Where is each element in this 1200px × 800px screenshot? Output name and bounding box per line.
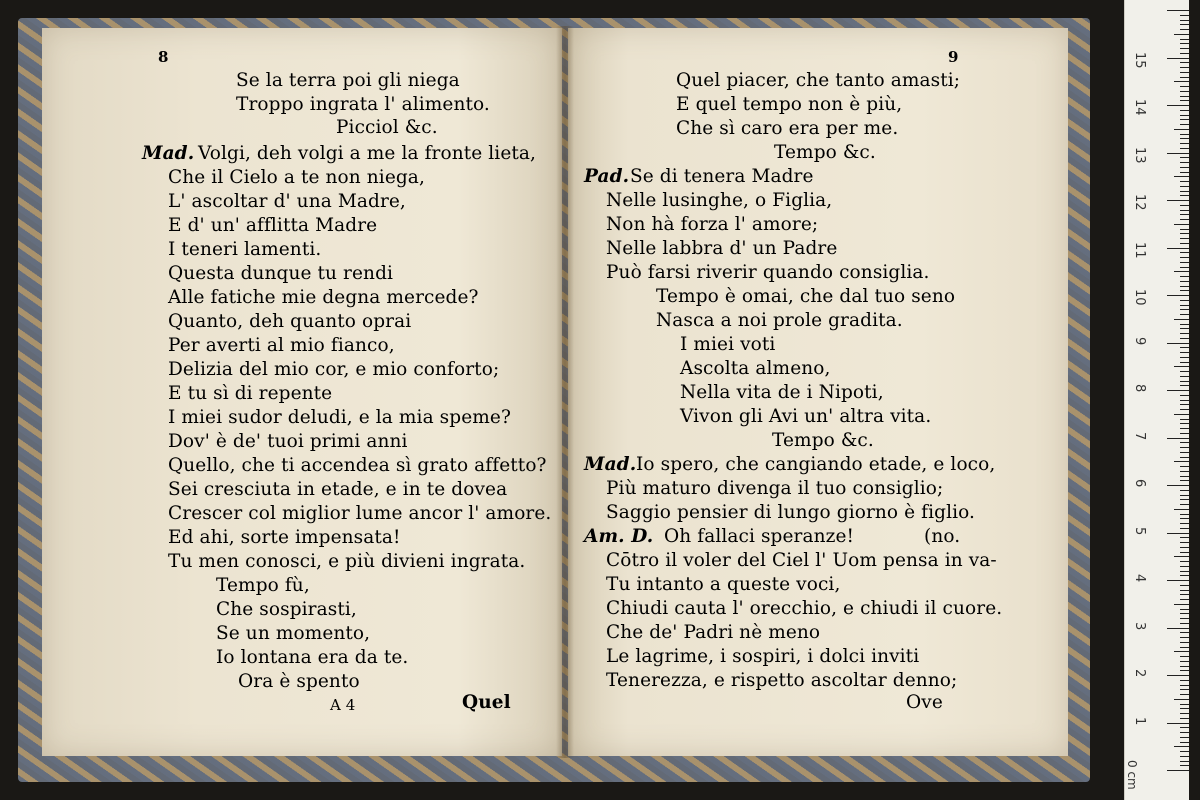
verse-line: Tu men conosci, e più divieni ingrata. — [168, 551, 526, 572]
ruler-tick — [1180, 347, 1189, 348]
ruler-tick — [1180, 229, 1189, 230]
verse-line: Che il Cielo a te non niega, — [168, 167, 425, 188]
ruler-tick — [1180, 457, 1189, 458]
ruler-tick — [1180, 599, 1189, 600]
ruler-tick — [1180, 138, 1189, 139]
verse-line: Chiudi cauta l' orecchio, e chiudi il cuore. — [606, 598, 1003, 619]
ruler-tick — [1180, 661, 1189, 662]
verse-line: Per averti al mio fianco, — [168, 335, 395, 356]
ruler-tick — [1180, 72, 1189, 73]
ruler-tick — [1180, 24, 1189, 25]
ruler-tick — [1174, 556, 1189, 557]
ruler-tick — [1180, 737, 1189, 738]
ruler-tick — [1180, 518, 1189, 519]
verse-line: Se la terra poi gli niega — [236, 70, 460, 91]
ruler-tick — [1180, 134, 1189, 135]
ruler-tick — [1180, 210, 1189, 211]
right-page-number: 9 — [948, 48, 959, 66]
ruler-tick — [1180, 143, 1189, 144]
verse-line: Nasca a noi prole gradita. — [656, 310, 903, 331]
ruler-tick — [1180, 514, 1189, 515]
ruler-tick — [1174, 129, 1189, 130]
verse-line: Sei cresciuta in etade, e in te dovea — [168, 479, 508, 500]
verse-line: Ed ahi, sorte impensata! — [168, 527, 401, 548]
signature-mark: A 4 — [330, 696, 356, 714]
ruler-tick — [1180, 267, 1189, 268]
ruler-tick — [1180, 77, 1189, 78]
ruler-tick — [1180, 575, 1189, 576]
ruler-tick — [1180, 357, 1189, 358]
ruler-tick — [1167, 10, 1189, 11]
ruler-tick — [1180, 115, 1189, 116]
verse-line: Io lontana era da te. — [216, 647, 409, 668]
verse-line: Tempo fù, — [216, 575, 310, 596]
verse-line: (no. — [924, 526, 961, 547]
verse-line: Quanto, deh quanto oprai — [168, 311, 412, 332]
ruler-tick — [1174, 319, 1189, 320]
ruler-tick — [1180, 243, 1189, 244]
ruler-tick — [1167, 343, 1189, 344]
ruler-tick — [1180, 471, 1189, 472]
ruler-tick — [1180, 404, 1189, 405]
verse-line: Tempo è omai, che dal tuo seno — [656, 286, 956, 307]
verse-line: Dov' è de' tuoi primi anni — [168, 431, 408, 452]
ruler-number: 5 — [1132, 526, 1147, 535]
ruler-tick — [1180, 618, 1189, 619]
ruler-tick — [1180, 713, 1189, 714]
verse-line: Quel piacer, che tanto amasti; — [676, 70, 961, 91]
ruler-tick — [1180, 476, 1189, 477]
ruler-tick — [1180, 62, 1189, 63]
ruler-tick — [1180, 466, 1189, 467]
verse-line: Che sospirasti, — [216, 599, 357, 620]
ruler-tick — [1180, 552, 1189, 553]
left-page-number: 8 — [158, 48, 169, 66]
book-gutter — [556, 26, 574, 758]
ruler-tick — [1167, 105, 1189, 106]
ruler-tick — [1180, 262, 1189, 263]
ruler-tick — [1180, 742, 1189, 743]
ruler-tick — [1180, 609, 1189, 610]
ruler-tick — [1180, 623, 1189, 624]
verse-line: Nelle lusinghe, o Figlia, — [606, 190, 833, 211]
verse-line: I teneri lamenti. — [168, 239, 322, 260]
ruler-tick — [1180, 181, 1189, 182]
ruler-tick — [1174, 651, 1189, 652]
ruler-tick — [1167, 533, 1189, 534]
ruler-tick — [1180, 409, 1189, 410]
ruler-tick — [1180, 637, 1189, 638]
ruler-tick — [1180, 765, 1189, 766]
ruler-number: 13 — [1132, 146, 1147, 164]
ruler-tick — [1167, 723, 1189, 724]
speaker-label: Am. D. — [584, 526, 654, 547]
ruler-tick — [1180, 761, 1189, 762]
verse-line: Troppo ingrata l' alimento. — [236, 94, 490, 115]
verse-line: Oh fallaci speranze! — [664, 526, 855, 547]
ruler-number: 4 — [1132, 574, 1147, 583]
ruler-number: 8 — [1132, 384, 1147, 393]
ruler-tick — [1180, 186, 1189, 187]
ruler-tick — [1174, 746, 1189, 747]
ruler-tick — [1180, 20, 1189, 21]
ruler-tick — [1180, 91, 1189, 92]
ruler-tick — [1167, 580, 1189, 581]
speaker-label: Pad. — [584, 166, 630, 187]
ruler-tick — [1180, 172, 1189, 173]
ruler-tick — [1167, 770, 1189, 771]
ruler-tick — [1180, 195, 1189, 196]
verse-line: L' ascoltar d' una Madre, — [168, 191, 406, 212]
ruler-tick — [1180, 433, 1189, 434]
ruler-tick — [1180, 148, 1189, 149]
ruler-tick — [1180, 96, 1189, 97]
ruler-tick — [1180, 67, 1189, 68]
verse-line: Tu intanto a queste voci, — [606, 574, 841, 595]
ruler-tick — [1180, 708, 1189, 709]
ruler-tick — [1180, 537, 1189, 538]
ruler-tick — [1180, 442, 1189, 443]
ruler-number: 11 — [1132, 241, 1147, 259]
ruler-tick — [1180, 119, 1189, 120]
verse-line: Non hà forza l' amore; — [606, 214, 819, 235]
ruler-tick — [1180, 499, 1189, 500]
ruler-tick — [1174, 366, 1189, 367]
ruler-tick — [1180, 670, 1189, 671]
verse-line: Cōtro il voler del Ciel l' Uom pensa in va- — [606, 550, 997, 571]
ruler-tick — [1167, 628, 1189, 629]
verse-line: Può farsi riverir quando consiglia. — [606, 262, 930, 283]
verse-line: Questa dunque tu rendi — [168, 263, 394, 284]
ruler-number: 2 — [1132, 669, 1147, 678]
ruler-tick — [1180, 685, 1189, 686]
verse-line: Che sì caro era per me. — [676, 118, 899, 139]
verse-line: Crescer col miglior lume ancor l' amore. — [168, 503, 552, 524]
ruler-tick — [1180, 328, 1189, 329]
ruler-tick — [1180, 732, 1189, 733]
ruler-tick — [1167, 58, 1189, 59]
verse-line: E tu sì di repente — [168, 383, 333, 404]
ruler-tick — [1174, 699, 1189, 700]
verse-line: Ascolta almeno, — [680, 358, 831, 379]
ruler-tick — [1180, 338, 1189, 339]
ruler-tick — [1174, 461, 1189, 462]
ruler-tick — [1180, 590, 1189, 591]
ruler-tick — [1167, 295, 1189, 296]
ruler-tick — [1180, 585, 1189, 586]
verse-line: Saggio pensier di lungo giorno è figlio. — [606, 502, 975, 523]
verse-line: Delizia del mio cor, e mio conforto; — [168, 359, 500, 380]
ruler-tick — [1180, 495, 1189, 496]
ruler-tick — [1174, 176, 1189, 177]
verse-line: Vivon gli Avi un' altra vita. — [680, 406, 932, 427]
verse-line: E d' un' afflitta Madre — [168, 215, 378, 236]
ruler-tick — [1174, 271, 1189, 272]
ruler-tick — [1180, 324, 1189, 325]
ruler-tick — [1167, 485, 1189, 486]
ruler-tick — [1180, 381, 1189, 382]
ruler-tick — [1180, 214, 1189, 215]
ruler-tick — [1180, 233, 1189, 234]
verse-line: Se un momento, — [216, 623, 371, 644]
verse-line: Quello, che ti accendea sì grato affetto? — [168, 455, 547, 476]
ruler-tick — [1180, 704, 1189, 705]
ruler-tick — [1180, 15, 1189, 16]
verse-line: Tempo &c. — [772, 430, 874, 451]
catchword: Quel — [462, 692, 511, 713]
ruler-tick — [1180, 333, 1189, 334]
ruler-tick — [1180, 376, 1189, 377]
ruler-number: 1 — [1132, 716, 1147, 725]
ruler-tick — [1180, 309, 1189, 310]
ruler-tick — [1180, 352, 1189, 353]
ruler-tick — [1180, 385, 1189, 386]
ruler-tick — [1180, 480, 1189, 481]
ruler-tick — [1180, 666, 1189, 667]
ruler-tick — [1180, 162, 1189, 163]
ruler-tick — [1180, 400, 1189, 401]
ruler-tick — [1180, 689, 1189, 690]
ruler-tick — [1180, 727, 1189, 728]
ruler-tick — [1180, 219, 1189, 220]
ruler-number: 14 — [1132, 99, 1147, 116]
ruler-tick — [1180, 281, 1189, 282]
ruler-tick — [1180, 276, 1189, 277]
ruler-tick — [1180, 124, 1189, 125]
ruler-tick — [1180, 191, 1189, 192]
ruler-tick — [1167, 390, 1189, 391]
ruler-tick — [1167, 675, 1189, 676]
ruler-number: 6 — [1132, 479, 1147, 488]
ruler-tick — [1180, 252, 1189, 253]
ruler-tick — [1180, 751, 1189, 752]
verse-line: Volgi, deh volgi a me la fronte lieta, — [198, 143, 537, 164]
ruler-number: 15 — [1132, 51, 1147, 69]
verse-line: Le lagrime, i sospiri, i dolci inviti — [606, 646, 920, 667]
verse-line: Nelle labbra d' un Padre — [606, 238, 838, 259]
speaker-label: Mad. — [584, 454, 637, 475]
verse-line: I miei voti — [680, 334, 776, 355]
ruler-tick — [1180, 547, 1189, 548]
ruler-tick — [1180, 48, 1189, 49]
ruler-tick — [1180, 718, 1189, 719]
ruler-tick — [1174, 81, 1189, 82]
ruler-tick — [1174, 414, 1189, 415]
ruler-tick — [1180, 167, 1189, 168]
ruler-tick — [1180, 656, 1189, 657]
ruler-number: 9 — [1132, 336, 1147, 345]
ruler-tick — [1180, 504, 1189, 505]
ruler-tick — [1180, 423, 1189, 424]
ruler-tick — [1180, 642, 1189, 643]
ruler-tick — [1180, 528, 1189, 529]
ruler-number: 3 — [1132, 621, 1147, 630]
ruler-tick — [1180, 542, 1189, 543]
ruler-tick — [1167, 438, 1189, 439]
ruler-tick — [1180, 523, 1189, 524]
ruler-unit-label: 0 cm — [1125, 760, 1139, 790]
ruler-number: 7 — [1132, 431, 1147, 440]
ruler-tick — [1180, 286, 1189, 287]
ruler-tick — [1180, 300, 1189, 301]
verse-line: Più maturo divenga il tuo consiglio; — [606, 478, 944, 499]
verse-line: Io spero, che cangiando etade, e loco, — [636, 454, 996, 475]
ruler-tick — [1180, 647, 1189, 648]
ruler-tick — [1180, 362, 1189, 363]
ruler-tick — [1167, 153, 1189, 154]
ruler-tick — [1180, 694, 1189, 695]
ruler-tick — [1167, 200, 1189, 201]
catchword: Ove — [906, 692, 943, 713]
ruler-tick — [1180, 419, 1189, 420]
ruler-tick — [1180, 371, 1189, 372]
ruler-tick — [1180, 566, 1189, 567]
ruler-tick — [1180, 257, 1189, 258]
ruler-tick — [1180, 39, 1189, 40]
speaker-label: Mad. — [142, 143, 195, 164]
ruler-tick — [1180, 157, 1189, 158]
ruler-tick — [1180, 428, 1189, 429]
verse-line: Ora è spento — [238, 671, 360, 692]
ruler-tick — [1180, 490, 1189, 491]
ruler-tick — [1174, 604, 1189, 605]
ruler-tick — [1180, 447, 1189, 448]
ruler-tick — [1180, 205, 1189, 206]
verse-line: E quel tempo non è più, — [676, 94, 903, 115]
ruler-tick — [1180, 86, 1189, 87]
verse-line: Picciol &c. — [336, 117, 438, 138]
ruler-tick — [1180, 100, 1189, 101]
ruler-tick — [1180, 110, 1189, 111]
ruler-tick — [1180, 53, 1189, 54]
verse-line: I miei sudor deludi, e la mia speme? — [168, 407, 511, 428]
verse-line: Alle fatiche mie degna mercede? — [168, 287, 479, 308]
ruler-tick — [1174, 224, 1189, 225]
ruler-tick — [1174, 509, 1189, 510]
verse-line: Nella vita de i Nipoti, — [680, 382, 884, 403]
verse-line: Tempo &c. — [774, 142, 876, 163]
measurement-ruler — [1124, 0, 1189, 800]
ruler-tick — [1180, 561, 1189, 562]
ruler-tick — [1167, 248, 1189, 249]
ruler-tick — [1180, 290, 1189, 291]
ruler-tick — [1174, 34, 1189, 35]
ruler-number: 10 — [1132, 289, 1147, 306]
ruler-number: 12 — [1132, 194, 1147, 211]
verse-line: Che de' Padri nè meno — [606, 622, 821, 643]
ruler-tick — [1180, 756, 1189, 757]
ruler-tick — [1180, 43, 1189, 44]
ruler-tick — [1180, 680, 1189, 681]
ruler-tick — [1180, 305, 1189, 306]
ruler-tick — [1180, 571, 1189, 572]
ruler-tick — [1180, 238, 1189, 239]
ruler-tick — [1180, 395, 1189, 396]
ruler-tick — [1180, 613, 1189, 614]
ruler-tick — [1180, 314, 1189, 315]
ruler-tick — [1180, 632, 1189, 633]
ruler-tick — [1180, 29, 1189, 30]
verse-line: Tenerezza, e rispetto ascoltar denno; — [606, 670, 958, 691]
ruler-tick — [1180, 594, 1189, 595]
verse-line: Se di tenera Madre — [630, 166, 814, 187]
ruler-tick — [1180, 452, 1189, 453]
